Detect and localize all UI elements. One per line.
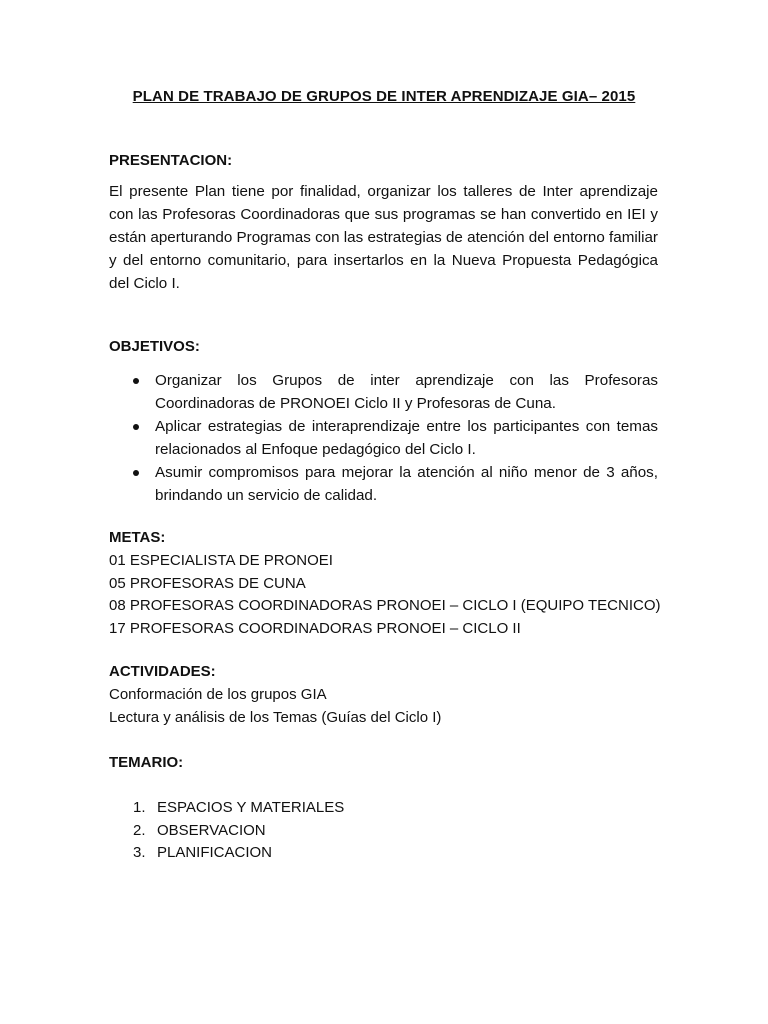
bullet-icon <box>133 470 139 476</box>
presentacion-paragraph: El presente Plan tiene por finalidad, organizar los talleres de Inter aprendizaje con las Profesoras Coordinadoras que sus programas se han convertido en IEI y están aperturando Programas con las estrategias de atención del entorno familiar y del entorno comunitario, para insertarlos en la Nueva Propuesta Pedagógica del Ciclo I. <box>109 183 658 292</box>
bullet-icon <box>133 378 139 384</box>
temario-heading: TEMARIO: <box>109 754 184 771</box>
objetivos-list <box>109 369 658 507</box>
metas-item: 08 PROFESORAS COORDINADORAS PRONOEI – CICLO I (EQUIPO TECNICO) <box>109 597 661 614</box>
temario-item <box>109 797 344 820</box>
actividades-list <box>109 684 441 729</box>
actividades-heading: ACTIVIDADES: <box>109 663 216 680</box>
presentacion-heading: PRESENTACION: <box>109 152 233 169</box>
temario-item <box>109 842 344 865</box>
objetivos-item-text: Asumir compromisos para mejorar la atención al niño menor de 3 años, brindando un servicio de calidad. <box>155 464 658 504</box>
objetivos-item <box>109 415 658 461</box>
document-title: PLAN DE TRABAJO DE GRUPOS DE INTER APRENDIZAJE GIA– 2015 <box>132 88 636 105</box>
temario-item <box>109 820 344 843</box>
metas-item: 17 PROFESORAS COORDINADORAS PRONOEI – CICLO II <box>109 619 521 637</box>
objetivos-item-text: Organizar los Grupos de inter aprendizaje con las Profesoras Coordinadoras de PRONOEI Ciclo II y Profesoras de Cuna. <box>155 372 658 412</box>
metas-item: 05 PROFESORAS DE CUNA <box>109 574 306 592</box>
list-number: 3. <box>133 844 146 861</box>
objetivos-item <box>109 461 658 507</box>
actividades-item: Conformación de los grupos GIA <box>109 686 327 703</box>
list-number: 2. <box>133 821 146 839</box>
objetivos-item <box>109 369 658 415</box>
temario-item-label: ESPACIOS Y MATERIALES <box>157 799 345 816</box>
objetivos-heading: OBJETIVOS: <box>109 338 200 355</box>
actividades-item: Lectura y análisis de los Temas (Guías del Ciclo I) <box>109 708 442 726</box>
list-number: 1. <box>133 799 146 816</box>
metas-heading: METAS: <box>109 529 166 546</box>
temario-item-label: PLANIFICACION <box>157 844 273 861</box>
bullet-icon <box>133 424 139 430</box>
temario-list <box>109 797 344 865</box>
objetivos-item-text: Aplicar estrategias de interaprendizaje entre los participantes con temas relacionados al Enfoque pedagógico del Ciclo I. <box>155 418 658 458</box>
metas-item: 01 ESPECIALISTA DE PRONOEI <box>109 552 333 569</box>
temario-item-label: OBSERVACION <box>157 821 266 839</box>
metas-list <box>109 550 660 640</box>
